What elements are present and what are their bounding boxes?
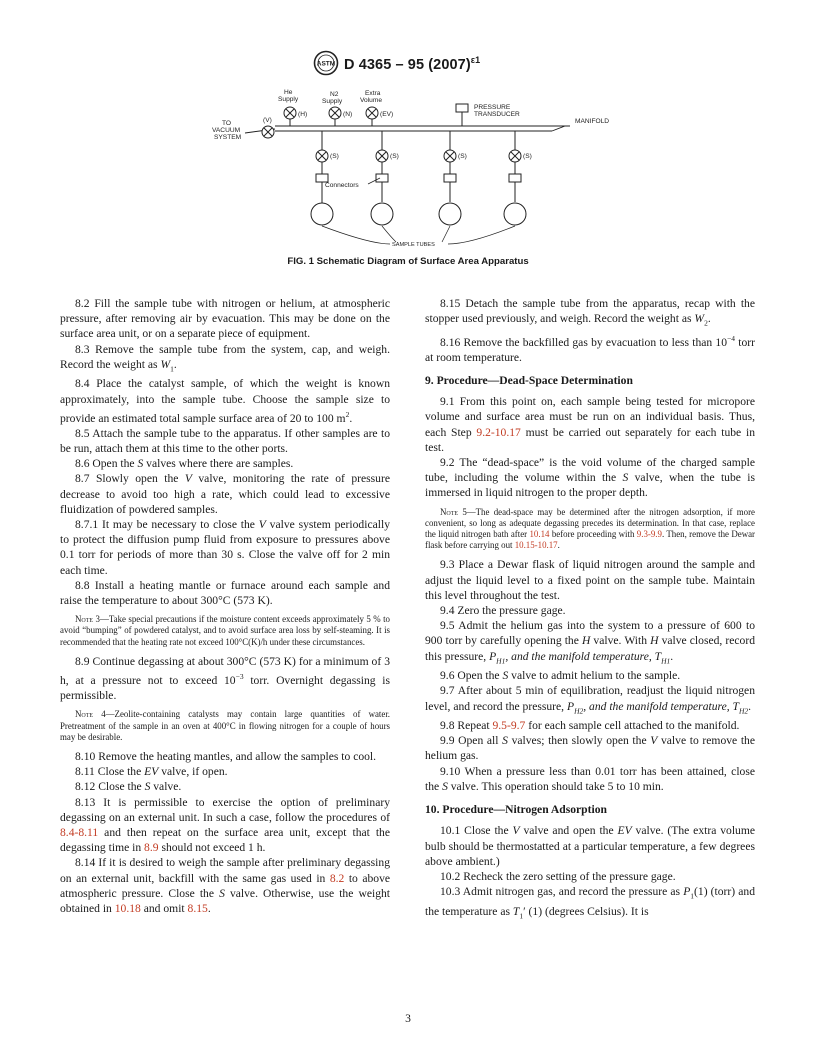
- svg-text:TRANSDUCER: TRANSDUCER: [474, 111, 520, 118]
- para-9-6: 9.6 Open the S valve to admit helium to the sample.: [440, 669, 681, 683]
- surface-area-apparatus-diagram: [200, 86, 620, 256]
- left-column: [60, 296, 390, 916]
- figure-caption: FIG. 1 Schematic Diagram of Surface Area Apparatus: [287, 256, 529, 267]
- svg-text:(H): (H): [298, 111, 308, 118]
- note-5: Note 5—The dead-space may be determined after the nitrogen adsorption, if more convenient, so long as adequate degassing precedes its determination. In that case, replace the liquid nitrogen bath after 10.14 before proceeding with 9.3-9.9. Then, remove the Dewar flask before carrying out 10.15-10.17.: [425, 506, 756, 551]
- svg-text:(S): (S): [330, 153, 339, 160]
- right-column: [425, 296, 755, 923]
- para-8-7: 8.7 Slowly open the V valve, monitoring the rate of pressure decrease to avoid too high a rate, which could lead to excessive fluidization of powdered samples.: [60, 472, 390, 516]
- para-8-16: 8.16 Remove the backfilled gas by evacuation to less than $10^{-4}$ torr at room temperature.: [425, 333, 755, 364]
- svg-text:SYSTEM: SYSTEM: [214, 134, 242, 141]
- section-link[interactable]: 8.4-8.11: [60, 825, 99, 839]
- svg-text:TO: TO: [222, 120, 232, 127]
- para-9-2: 9.2 The “dead-space” is the void volume of the charged sample tube, including the volume within the S valve, when the tube is immersed in liquid nitrogen to the proper depth.: [425, 456, 755, 500]
- para-8-14: 8.14 If it is desired to weigh the sample after preliminary degassing on an external unit, backfill with the same gas used in 8.2 to above atmospheric pressure. Close the S valve. Otherwise, use the weight obtained in 10.18 and omit 8.15.: [60, 856, 391, 915]
- para-8-3: 8.3 Remove the sample tube from the system, cap, and weigh. Record the weight as $W_1$.: [60, 342, 390, 374]
- section-link[interactable]: 9.5-9.7: [492, 719, 526, 733]
- para-9-4: 9.4 Zero the pressure gage.: [440, 604, 566, 618]
- para-8-12: 8.12 Close the S valve.: [75, 780, 182, 794]
- para-8-4: 8.4 Place the catalyst sample, of which the weight is known approximately, into the sample tube. Choose the sample size to provide an estimated total sample surface area of 20 to 100 $m^2$.: [60, 377, 390, 425]
- note-3: Note 3—Take special precautions if the moisture content exceeds approximately 5 % to avoid “bumping” of powdered catalyst, and to avoid surface area loss by self-steaming. It is recommended that the heating rate not exceed 100°C(K)/h under these circumstances.: [60, 614, 390, 647]
- para-8-11: 8.11 Close the EV valve, if open.: [75, 765, 228, 779]
- para-8-9: 8.9 Continue degassing at about 300°C (573 K) for a minimum of 3 h, at a pressure not to exceed $10^{-3}$ torr. Overnight degassing is permissible.: [60, 654, 391, 703]
- svg-text:(V): (V): [263, 117, 272, 124]
- svg-text:PRESSURE: PRESSURE: [474, 104, 511, 111]
- para-8-5: 8.5 Attach the sample tube to the apparatus. If other samples are to be run, attach them at this time to the other ports.: [60, 426, 390, 455]
- para-9-7: 9.7 After about 5 min of equilibration, readjust the liquid nitrogen level, and record the pressure, $P_{H2}$, and the manifold temperature, $T_{H2}$.: [425, 684, 755, 715]
- page-number: 3: [405, 1012, 411, 1025]
- para-8-10: 8.10 Remove the heating mantles, and allow the samples to cool.: [75, 749, 377, 763]
- astm-logo-icon: [313, 50, 339, 76]
- para-9-5: 9.5 Admit the helium gas into the system to a pressure of 600 to 900 torr by carefully opening the H valve. With H valve closed, record this pressure, $P_{H1}$, and the manifold temperature, $T_{H1}$.: [425, 619, 755, 665]
- section-heading-10: 10. Procedure—Nitrogen Adsorption: [425, 803, 607, 817]
- para-8-6: 8.6 Open the S valves where there are samples.: [75, 457, 294, 471]
- svg-text:ASTM: ASTM: [316, 60, 336, 68]
- para-8-13: 8.13 It is permissible to exercise the option of preliminary degassing on an external unit. In such a case, follow the procedures of 8.4-8.11 and then repeat on the surface area unit, except that the degassing time in 8.9 should not exceed 1 h.: [60, 795, 390, 855]
- svg-text:(N): (N): [343, 111, 353, 118]
- para-10-2: 10.2 Recheck the zero setting of the pressure gage.: [440, 869, 676, 883]
- svg-text:(S): (S): [458, 153, 467, 160]
- svg-text:SAMPLE TUBES: SAMPLE TUBES: [392, 242, 435, 248]
- svg-text:N2: N2: [330, 91, 339, 98]
- svg-text:MANIFOLD: MANIFOLD: [575, 118, 610, 125]
- para-10-3: 10.3 Admit nitrogen gas, and record the pressure as $P_1(1)$ (torr) and the temperature as $T_1'$ (1) (degrees Celsius). It is: [425, 885, 755, 920]
- svg-text:Connectors: Connectors: [325, 182, 359, 189]
- para-9-1: 9.1 From this point on, each sample being tested for micropore volume and surface area must be run on an individual basis. Thus, each Step 9.2-10.17 must be carried out separately for each tube in test.: [425, 395, 755, 454]
- svg-text:He: He: [284, 89, 293, 96]
- para-8-2: 8.2 Fill the sample tube with nitrogen or helium, at atmospheric pressure, after removing air by evacuation. This may be done on the surface area unit, or on a separate piece of equipment.: [60, 297, 390, 341]
- para-10-1: 10.1 Close the V valve and open the EV valve. (The extra volume bulb should be thermostatted at a particular temperature, a few degrees above ambient.): [425, 824, 755, 868]
- section-link[interactable]: 8.2: [329, 871, 345, 885]
- svg-text:Volume: Volume: [360, 97, 382, 104]
- section-link[interactable]: 8.15: [187, 901, 208, 915]
- para-8-15: 8.15 Detach the sample tube from the apparatus, recap with the stopper used previously, and weigh. Record the weight as $W_2$.: [425, 297, 755, 328]
- section-link[interactable]: 9.3-9.9: [636, 529, 662, 540]
- para-8-7-1: 8.7.1 It may be necessary to close the V valve system periodically to protect the diffusion pump fluid from exposure to pressures above 0.1 torr for periods of more than 30 s. Close the valve off for 2 min each time.: [60, 518, 390, 577]
- section-link[interactable]: 10.15-10.17: [514, 540, 558, 551]
- page-header: [0, 48, 816, 78]
- section-link[interactable]: 9.2-10.17: [476, 425, 521, 439]
- svg-text:(S): (S): [523, 153, 532, 160]
- note-4: Note 4—Zeolite-containing catalysts may contain large quantities of water. Pretreatment of the sample in an oven at 400°C in flowing nitrogen for a couple of hours may be desirable.: [60, 709, 391, 742]
- para-8-8: 8.8 Install a heating mantle or furnace around each sample and raise the temperature to about 300°C (573 K).: [60, 578, 390, 608]
- standard-designation: D 4365 – 95 $(2007)^{\varepsilon 1}$: [344, 55, 481, 73]
- svg-text:(EV): (EV): [380, 111, 394, 118]
- section-link[interactable]: 10.14: [529, 529, 550, 540]
- para-9-3: 9.3 Place a Dewar flask of liquid nitrogen around the sample and adjust the liquid level to a fixed point on the sample tube. Maintain this level throughout the test.: [425, 558, 755, 602]
- svg-text:Supply: Supply: [322, 98, 343, 105]
- svg-text:VACUUM: VACUUM: [212, 127, 241, 134]
- section-heading-9: 9. Procedure—Dead-Space Determination: [425, 373, 633, 387]
- para-9-10: 9.10 When a pressure less than 0.01 torr has been attained, close the S valve. This operation should take 5 to 10 min.: [425, 764, 755, 793]
- section-link[interactable]: 10.18: [114, 901, 141, 915]
- svg-text:Extra: Extra: [365, 90, 381, 97]
- svg-text:Supply: Supply: [278, 96, 299, 103]
- para-9-9: 9.9 Open all S valves; then slowly open the V valve to remove the helium gas.: [425, 734, 755, 763]
- section-link[interactable]: 8.9: [144, 841, 159, 855]
- svg-text:(S): (S): [390, 153, 399, 160]
- para-9-8: 9.8 Repeat 9.5-9.7 for each sample cell attached to the manifold.: [440, 719, 740, 733]
